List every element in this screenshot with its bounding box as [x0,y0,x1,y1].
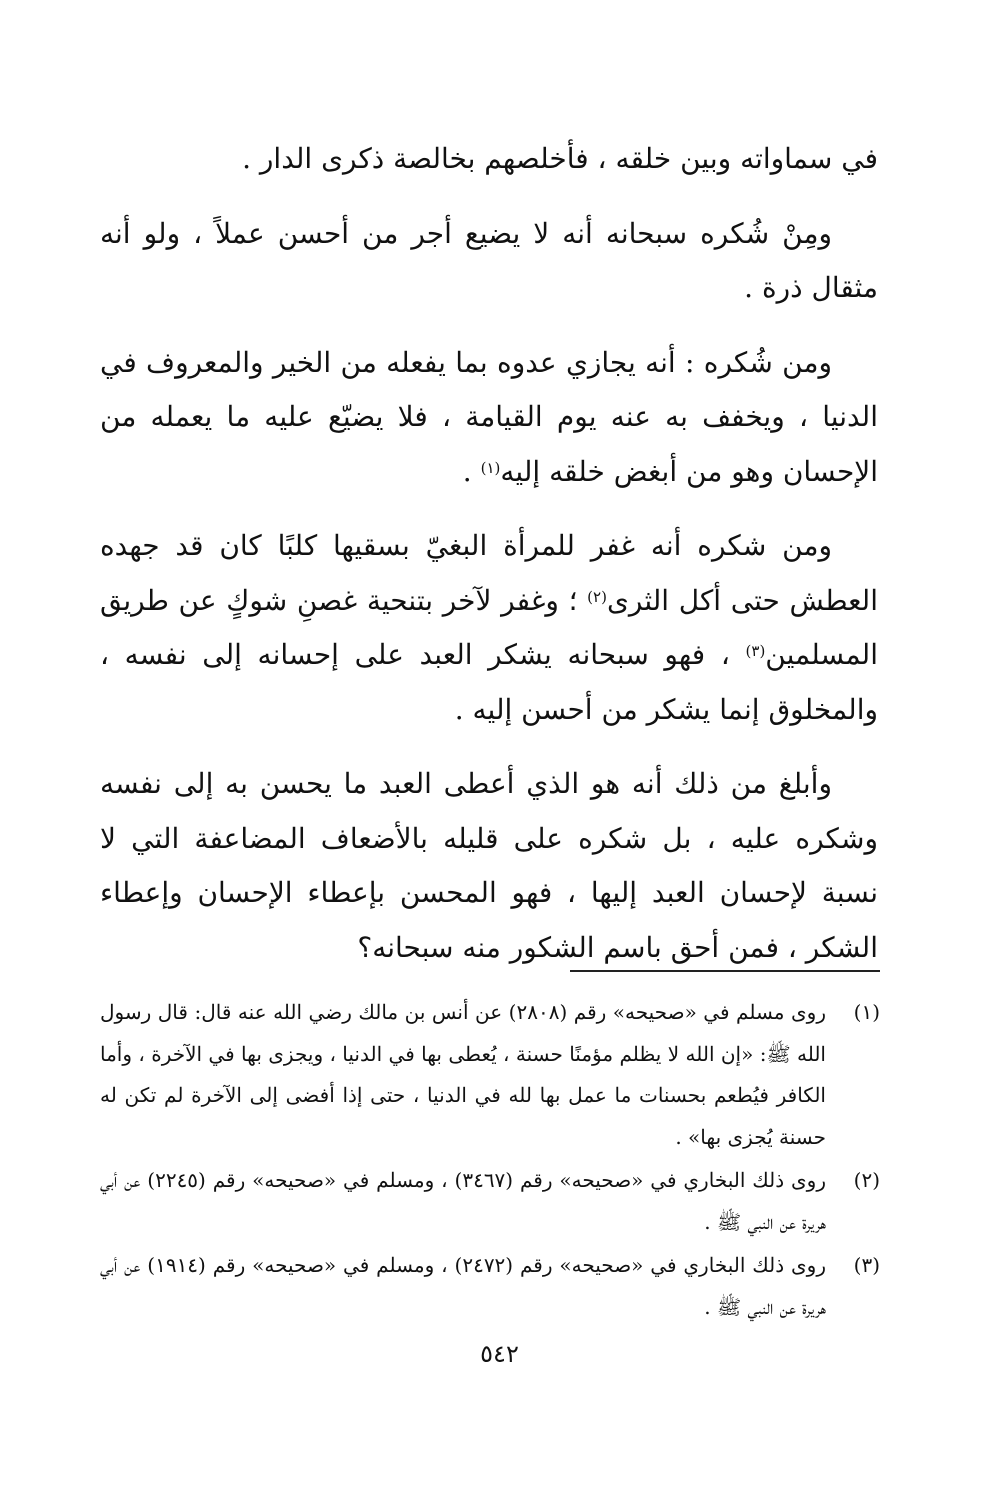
paragraph-5: وأبلغ من ذلك أنه هو الذي أعطى العبد ما يحسن به إلى نفسه وشكره عليه ، بل شكره على قليله بالأضعاف المضاعفة التي لا نسبة لإحسان العبد إليها ، فهو المحسن بإعطاء الإحسان وإعطاء الشكر ، فمن أحق باسم الشكور منه سبحانه؟ [100,767,878,964]
footnote-text: روى مسلم في «صحيحه» رقم (٢٨٠٨) عن أنس بن مالك رضي الله عنه قال: قال رسول الله ﷺ: «إن الله لا يظلم مؤمنًا حسنة ، يُعطى بها في الدنيا ، ويجزى بها في الآخرة ، وأما الكافر فيُطعم بحسنات ما عمل بها لله في الدنيا ، حتى إذا أفضى إلى الآخرة لم تكن له حسنة يُجزى بها» . [100,1000,826,1149]
paragraph-2: ومِنْ شُكره سبحانه أنه لا يضيع أجر من أحسن عملاً ، ولو أنه مثقال ذرة . [100,216,878,304]
paragraph-3-end: . [462,454,481,488]
footnote-text: روى ذلك البخاري في «صحيحه» رقم (٢٤٧٢) ، ومسلم في «صحيحه» رقم (١٩١٤) عن أبي هريرة عن النبي ﷺ . [100,1253,826,1319]
paragraph-3 [100,336,878,500]
paragraph-4-end: ، فهو سبحانه يشكر العبد على إحسانه إلى نفسه ، والمخلوق إنما يشكر من أحسن إليه . [100,638,878,726]
paragraph-4-text: ومن شكره أنه غفر للمرأة البغيّ بسقيها كلبًا كان قد جهده العطش حتى أكل الثرى [100,529,878,617]
footnote-3 [100,1245,880,1328]
paragraph-4 [100,519,878,737]
footnote-ref-1: (١) [480,458,501,477]
paragraph-1: في سماواته وبين خلقه ، فأخلصهم بخالصة ذكرى الدار . [242,142,878,175]
footnotes [100,992,880,1328]
footnote-number: (٢) [853,1168,880,1192]
main-text [100,132,878,975]
footnote-separator [570,970,880,972]
page-number: ٥٤٢ [480,1340,519,1368]
footnote-number: (١) [853,1000,880,1024]
footnote-ref-3: (٣) [745,642,766,660]
footnote-number: (٣) [853,1253,880,1277]
footnote-1 [100,992,880,1158]
footnote-text: روى ذلك البخاري في «صحيحه» رقم (٣٤٦٧) ، ومسلم في «صحيحه» رقم (٢٢٤٥) عن أبي هريرة عن النبي ﷺ . [100,1168,826,1234]
footnote-ref-2: (٢) [587,587,607,606]
paragraph-4-mid: ؛ وغفر لآخر بتنحية غصنِ شوكٍ عن طريق المسلمين [100,583,878,671]
paragraph-3-text: ومن شُكره : أنه يجازي عدوه بما يفعله من الخير والمعروف في الدنيا ، ويخفف به عنه يوم القيامة ، فلا يضيّع عليه ما يعمله من الإحسان وهو من أبغض خلقه إليه [100,345,878,488]
footnote-2 [100,1160,880,1243]
